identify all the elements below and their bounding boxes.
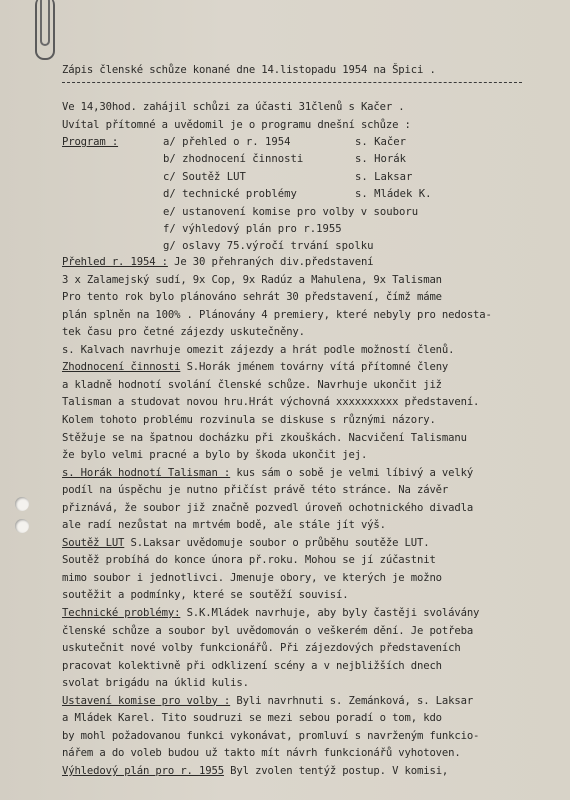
section-heading: Přehled r. 1954 : bbox=[62, 256, 168, 268]
minutes-text: že bylo velmi pracné a bylo by škoda ukončit jej. bbox=[62, 449, 368, 462]
section-heading: Technické problémy: bbox=[62, 607, 181, 619]
minutes-line bbox=[62, 625, 473, 637]
minutes-text: kus sám o sobě je velmi líbivý a velký bbox=[230, 466, 474, 479]
minutes-line bbox=[62, 432, 467, 444]
minutes-line bbox=[62, 765, 448, 777]
minutes-text: mimo soubor i jednotlivci. Jmenuje obory, ve kterých je možno bbox=[62, 571, 442, 584]
minutes-text: soutěžit a podmínky, které se soutěží souvisí. bbox=[62, 589, 349, 602]
minutes-text: by mohl požadovanou funkci vykonávat, promluví s navrženým funkcio- bbox=[62, 729, 480, 742]
section-heading: Výhledový plán pro r. 1955 bbox=[62, 764, 224, 777]
section-heading: Soutěž LUT bbox=[62, 536, 125, 549]
minutes-line bbox=[62, 589, 349, 601]
minutes-line bbox=[62, 607, 479, 619]
minutes-line bbox=[62, 326, 305, 338]
minutes-line bbox=[62, 677, 249, 689]
program-speaker: s. Kačer bbox=[355, 136, 407, 148]
minutes-text: svolat brigádu na úklid kulis. bbox=[62, 677, 249, 690]
program-item: c/ Soutěž LUT bbox=[163, 170, 246, 183]
program-item: f/ výhledový plán pro r.1955 bbox=[163, 223, 342, 235]
minutes-line bbox=[62, 747, 461, 759]
minutes-line bbox=[62, 730, 479, 742]
minutes-text: Je 30 přehraných div.představení bbox=[167, 256, 374, 268]
minutes-line bbox=[62, 309, 492, 321]
minutes-text: 3 x Zalamejský sudí, 9x Cop, 9x Radúz a Mahulena, 9x Talisman bbox=[62, 273, 442, 286]
minutes-text: Stěžuje se na špatnou docházku při zkouškách. Nacvičení Talismanu bbox=[62, 431, 467, 444]
program-item: b/ zhodnocení činnosti bbox=[163, 153, 304, 166]
minutes-text: S.Horák jménem továrny vítá přítomné členy bbox=[180, 361, 449, 374]
minutes-line bbox=[62, 537, 429, 549]
minutes-text: podíl na úspěchu je nutno přičíst právě této stránce. Na závěr bbox=[62, 484, 449, 497]
minutes-line bbox=[62, 449, 367, 461]
minutes-text: pracovat kolektivně při odklizení scény a v nejbližších dnech bbox=[62, 659, 442, 672]
minutes-line bbox=[62, 467, 473, 479]
minutes-line bbox=[62, 502, 473, 514]
minutes-text: ale radí nezůstat na mrtvém bodě, ale stále jít výš. bbox=[62, 519, 386, 532]
paper-clip-inner bbox=[40, 0, 50, 46]
minutes-text: S.K.Mládek navrhuje, aby byly častěji svolávány bbox=[180, 607, 480, 619]
minutes-text: S.Laksar uvědomuje soubor o průběhu soutěže LUT. bbox=[124, 536, 430, 549]
minutes-text: a Mládek Karel. Tito soudruzi se mezi sebou poradí o tom, kdo bbox=[62, 712, 442, 725]
program-item: a/ přehled o r. 1954 bbox=[163, 136, 291, 148]
minutes-line bbox=[62, 274, 442, 286]
minutes-line bbox=[62, 484, 448, 496]
minutes-text: přiznává, že soubor již značně pozvedl úroveň ochotnického divadla bbox=[62, 501, 474, 514]
minutes-line bbox=[62, 361, 448, 373]
minutes-line bbox=[62, 291, 442, 303]
program-speaker: s. Mládek K. bbox=[355, 188, 432, 201]
minutes-text: a kladně hodnotí svolání členské schůze. Navrhuje ukončit již bbox=[62, 378, 442, 391]
intro-line: Uvítal přítomné a uvědomil je o programu dnešní schůze : bbox=[62, 119, 411, 131]
document-title: Zápis členské schůze konané dne 14.listopadu 1954 na Špici . bbox=[62, 64, 436, 76]
minutes-line bbox=[62, 660, 442, 672]
section-heading: s. Horák hodnotí Talisman : bbox=[62, 466, 231, 479]
minutes-line bbox=[62, 572, 442, 584]
minutes-line bbox=[62, 414, 436, 426]
minutes-line bbox=[62, 712, 442, 724]
punch-hole-icon bbox=[15, 497, 29, 511]
minutes-line bbox=[62, 642, 461, 654]
minutes-text: Kolem tohoto problému rozvinula se diskuse s různými názory. bbox=[62, 413, 436, 426]
minutes-text: plán splněn na 100% . Plánovány 4 premiery, které nebyly pro nedosta- bbox=[62, 308, 492, 321]
section-heading: Zhodnocení činnosti bbox=[62, 361, 181, 374]
program-item: e/ ustanovení komise pro volby v souboru bbox=[163, 205, 419, 218]
title-divider bbox=[62, 82, 522, 83]
section-heading: Ustavení komise pro volby : bbox=[62, 694, 231, 707]
minutes-text: Pro tento rok bylo plánováno sehrát 30 představení, čímž máme bbox=[62, 291, 442, 304]
intro-line: Ve 14,30hod. zahájil schůzi za účasti 31členů s Kačer . bbox=[62, 101, 405, 113]
minutes-text: Talisman a studovat novou hru.Hrát výchovná xxxxxxxxxx představení. bbox=[62, 396, 480, 409]
minutes-text: Soutěž probíhá do konce února př.roku. Mohou se jí zúčastnit bbox=[62, 554, 436, 567]
program-item: d/ technické problémy bbox=[163, 188, 297, 201]
minutes-text: tek času pro četné zájezdy uskutečněny. bbox=[62, 326, 305, 339]
program-speaker: s. Horák bbox=[355, 153, 407, 166]
minutes-text: s. Kalvach navrhuje omezit zájezdy a hrát podle možností členů. bbox=[62, 343, 455, 356]
minutes-text: Byli navrhnuti s. Zemánková, s. Laksar bbox=[230, 694, 474, 707]
minutes-line bbox=[62, 554, 436, 566]
minutes-text: členské schůze a soubor byl uvědomován o veškerém dění. Je potřeba bbox=[62, 624, 474, 637]
minutes-line bbox=[62, 519, 386, 531]
minutes-line bbox=[62, 256, 373, 268]
minutes-line bbox=[62, 379, 442, 391]
minutes-line bbox=[62, 695, 473, 707]
program-item: g/ oslavy 75.výročí trvání spolku bbox=[163, 240, 374, 253]
minutes-text: nářem a do voleb budou už takto mít návrh funkcionářů vyhotoven. bbox=[62, 747, 461, 760]
minutes-line bbox=[62, 396, 479, 408]
program-speaker: s. Laksar bbox=[355, 170, 413, 183]
minutes-line bbox=[62, 344, 454, 356]
minutes-text: uskutečnit nové volby funkcionářů. Při zájezdových představeních bbox=[62, 642, 461, 655]
program-label: Program : bbox=[62, 136, 119, 148]
minutes-text: Byl zvolen tentýž postup. V komisi, bbox=[223, 764, 449, 777]
punch-hole-icon bbox=[15, 519, 29, 533]
